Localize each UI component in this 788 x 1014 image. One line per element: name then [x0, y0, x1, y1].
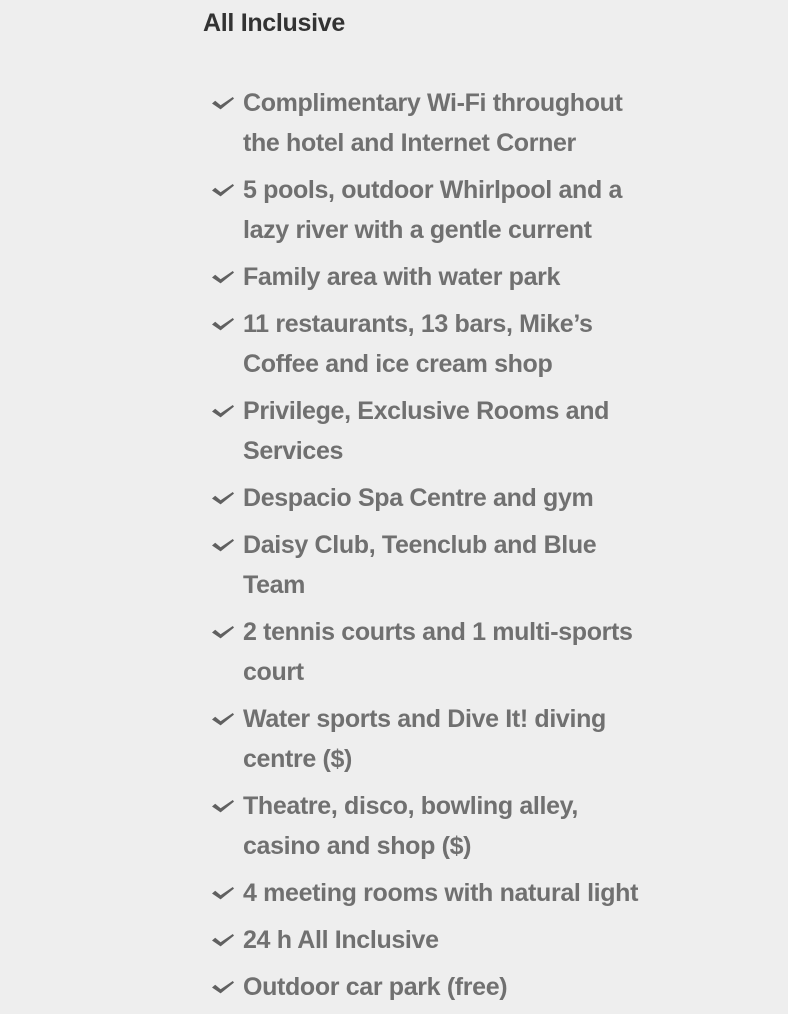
amenity-label: Theatre, disco, bowling alley, casino and shop ($): [243, 792, 578, 860]
amenity-label: Complimentary Wi-Fi throughout the hotel and Internet Corner: [243, 89, 623, 157]
checkmark-icon: [211, 391, 235, 431]
list-item: [211, 391, 651, 471]
amenity-label: 5 pools, outdoor Whirlpool and a lazy river with a gentle current: [243, 176, 623, 244]
checkmark-icon: [211, 612, 235, 652]
list-item: [211, 257, 651, 297]
list-item: [211, 525, 651, 605]
amenity-label: 24 h All Inclusive: [243, 926, 439, 954]
checkmark-icon: [211, 920, 235, 960]
amenity-label: 4 meeting rooms with natural light: [243, 879, 639, 907]
amenity-label: 11 restaurants, 13 bars, Mike’s Coffee and ice cream shop: [243, 310, 593, 378]
list-item: [211, 170, 651, 250]
amenity-label: 2 tennis courts and 1 multi-sports court: [243, 618, 633, 686]
checkmark-icon: [211, 525, 235, 565]
list-item: [211, 83, 651, 163]
list-item: [211, 699, 651, 779]
checkmark-icon: [211, 478, 235, 518]
checkmark-icon: [211, 170, 235, 210]
amenity-label: Water sports and Dive It! diving centre ($): [243, 705, 606, 773]
amenity-label: Despacio Spa Centre and gym: [243, 484, 594, 512]
checkmark-icon: [211, 967, 235, 1007]
list-item: [211, 786, 651, 866]
list-item: [211, 478, 651, 518]
amenities-list: [211, 83, 651, 1014]
checkmark-icon: [211, 786, 235, 826]
list-item: [211, 304, 651, 384]
checkmark-icon: [211, 83, 235, 123]
list-item: [211, 967, 651, 1007]
list-item: [211, 612, 651, 692]
list-item: [211, 920, 651, 960]
checkmark-icon: [211, 873, 235, 913]
section-title: All Inclusive: [203, 9, 345, 37]
checkmark-icon: [211, 304, 235, 344]
amenity-label: Outdoor car park (free): [243, 973, 508, 1001]
checkmark-icon: [211, 257, 235, 297]
checkmark-icon: [211, 699, 235, 739]
amenity-label: Privilege, Exclusive Rooms and Services: [243, 397, 610, 465]
amenity-label: Family area with water park: [243, 263, 561, 291]
list-item: [211, 873, 651, 913]
amenity-label: Daisy Club, Teenclub and Blue Team: [243, 531, 597, 599]
